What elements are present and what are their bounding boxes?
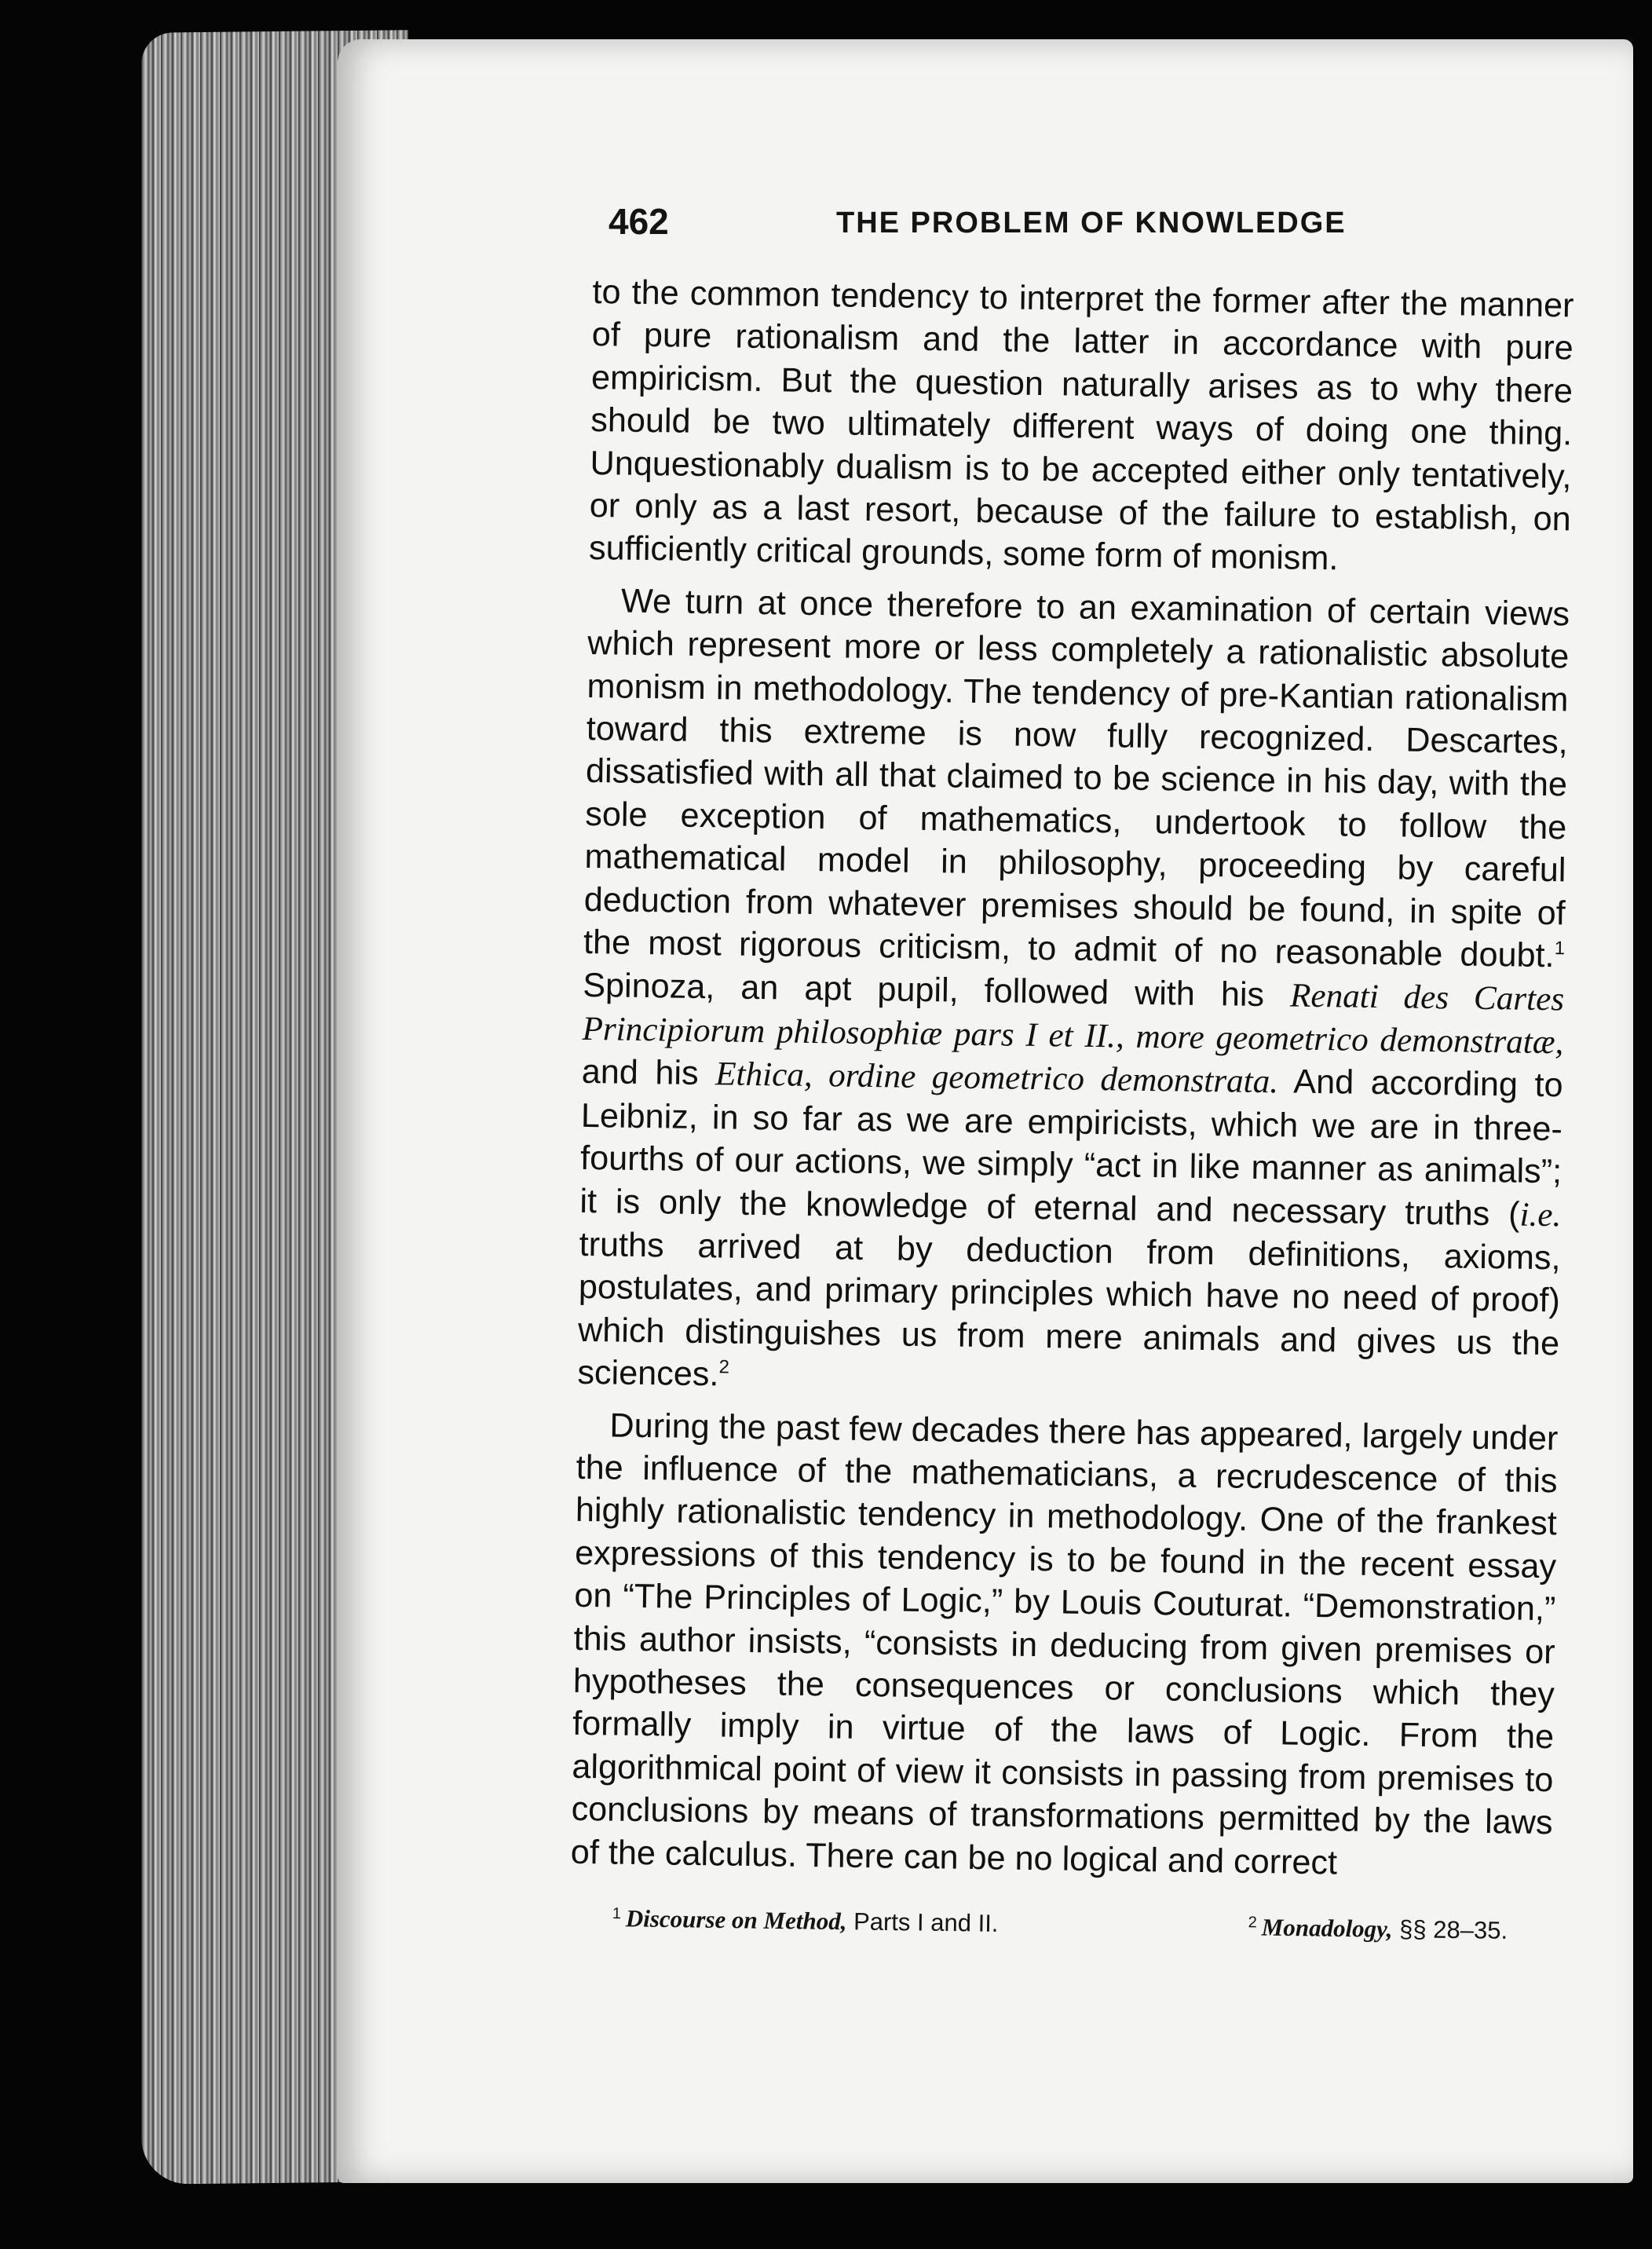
footnote-2-mark: 2 bbox=[1248, 1914, 1258, 1932]
footnote-2-title: Monadology, bbox=[1261, 1913, 1393, 1943]
page-header bbox=[609, 200, 1570, 255]
paragraph-2-text-d: And according to Leibniz, in so far as we are empiricists, which we are in three-fourths of our actions, we simply “act in like manner as animals”; it is only the knowledge of eternal and necessary truths ( bbox=[579, 1062, 1563, 1234]
footnote-1 bbox=[612, 1904, 998, 1938]
footnote-ref-1: 1 bbox=[1554, 938, 1566, 960]
paragraph-2-text-a: We turn at once therefore to an examination of certain views which represent more or less completely a rationalistic absolute monism in methodology. The tendency of pre-Kantian rationalism toward this extreme is now fully recognized. Descartes, dissatisfied with all that claimed to be science in his day, with the sole exception of mathematics, undertook to follow the mathematical model in philosophy, proceeding by careful deduction from whatever premises should be found, in spite of the most rigorous criticism, to admit of no reasonable doubt. bbox=[583, 582, 1570, 975]
page-number: 462 bbox=[609, 201, 669, 242]
footnote-1-title: Discourse on Method, bbox=[625, 1904, 847, 1936]
footnote-1-rest: Parts I and II. bbox=[846, 1907, 999, 1937]
paragraph-2-text-e: truths arrived at by deduction from definitions, axioms, postulates, and primary principles which have no need of proof) which distinguishes us from mere animals and gives us the sciences. bbox=[577, 1225, 1561, 1394]
running-title: THE PROBLEM OF KNOWLEDGE bbox=[836, 207, 1347, 240]
title-renati-des-cartes: Renati des Cartes Principiorum philosophiæ pars I et II., more geometrico demonstratæ, bbox=[582, 976, 1565, 1062]
paragraph-2-text-b: Spinoza, an apt pupil, followed with his bbox=[582, 966, 1291, 1014]
abbreviation-ie: i.e. bbox=[1519, 1196, 1562, 1234]
footnote-ref-2: 2 bbox=[718, 1356, 730, 1378]
footnote-1-mark: 1 bbox=[612, 1905, 622, 1923]
paragraph-3: During the past few decades there has appeared, largely under the influence of the mathematicians, a recrudescence of this highly rationalistic tendency in methodology. One of the frankest expressions of this tendency is to be found in the recent essay on “The Principles of Logic,” by Louis Couturat. “Demonstration,” this author insists, “consists in deducing from given premises or hypotheses the consequences or conclusions which they formally imply in virtue of the laws of Logic. From the algorithmical point of view it consists in passing from premises to conclusions by means of transformations permitted by the laws of the calculus. There can be no logical and correct bbox=[570, 1406, 1559, 1882]
footnote-2 bbox=[1248, 1913, 1508, 1945]
paragraph-1: to the common tendency to interpret the former after the manner of pure rationalism and the latter in accordance with pure empiricism. But the question naturally arises as to why there should be two ultimately different ways of doing one thing. Unquestionably dualism is to be accepted either only tentatively, or only as a last resort, because of the failure to establish, on sufficiently critical grounds, some form of monism. bbox=[588, 272, 1574, 578]
page-body bbox=[571, 271, 1574, 1887]
paragraph-2-text-c: and his bbox=[581, 1053, 716, 1093]
paragraph-2 bbox=[577, 580, 1570, 1408]
footnote-2-rest: §§ 28–35. bbox=[1392, 1914, 1508, 1944]
title-ethica: Ethica, ordine geometrico demonstrata. bbox=[715, 1055, 1279, 1101]
